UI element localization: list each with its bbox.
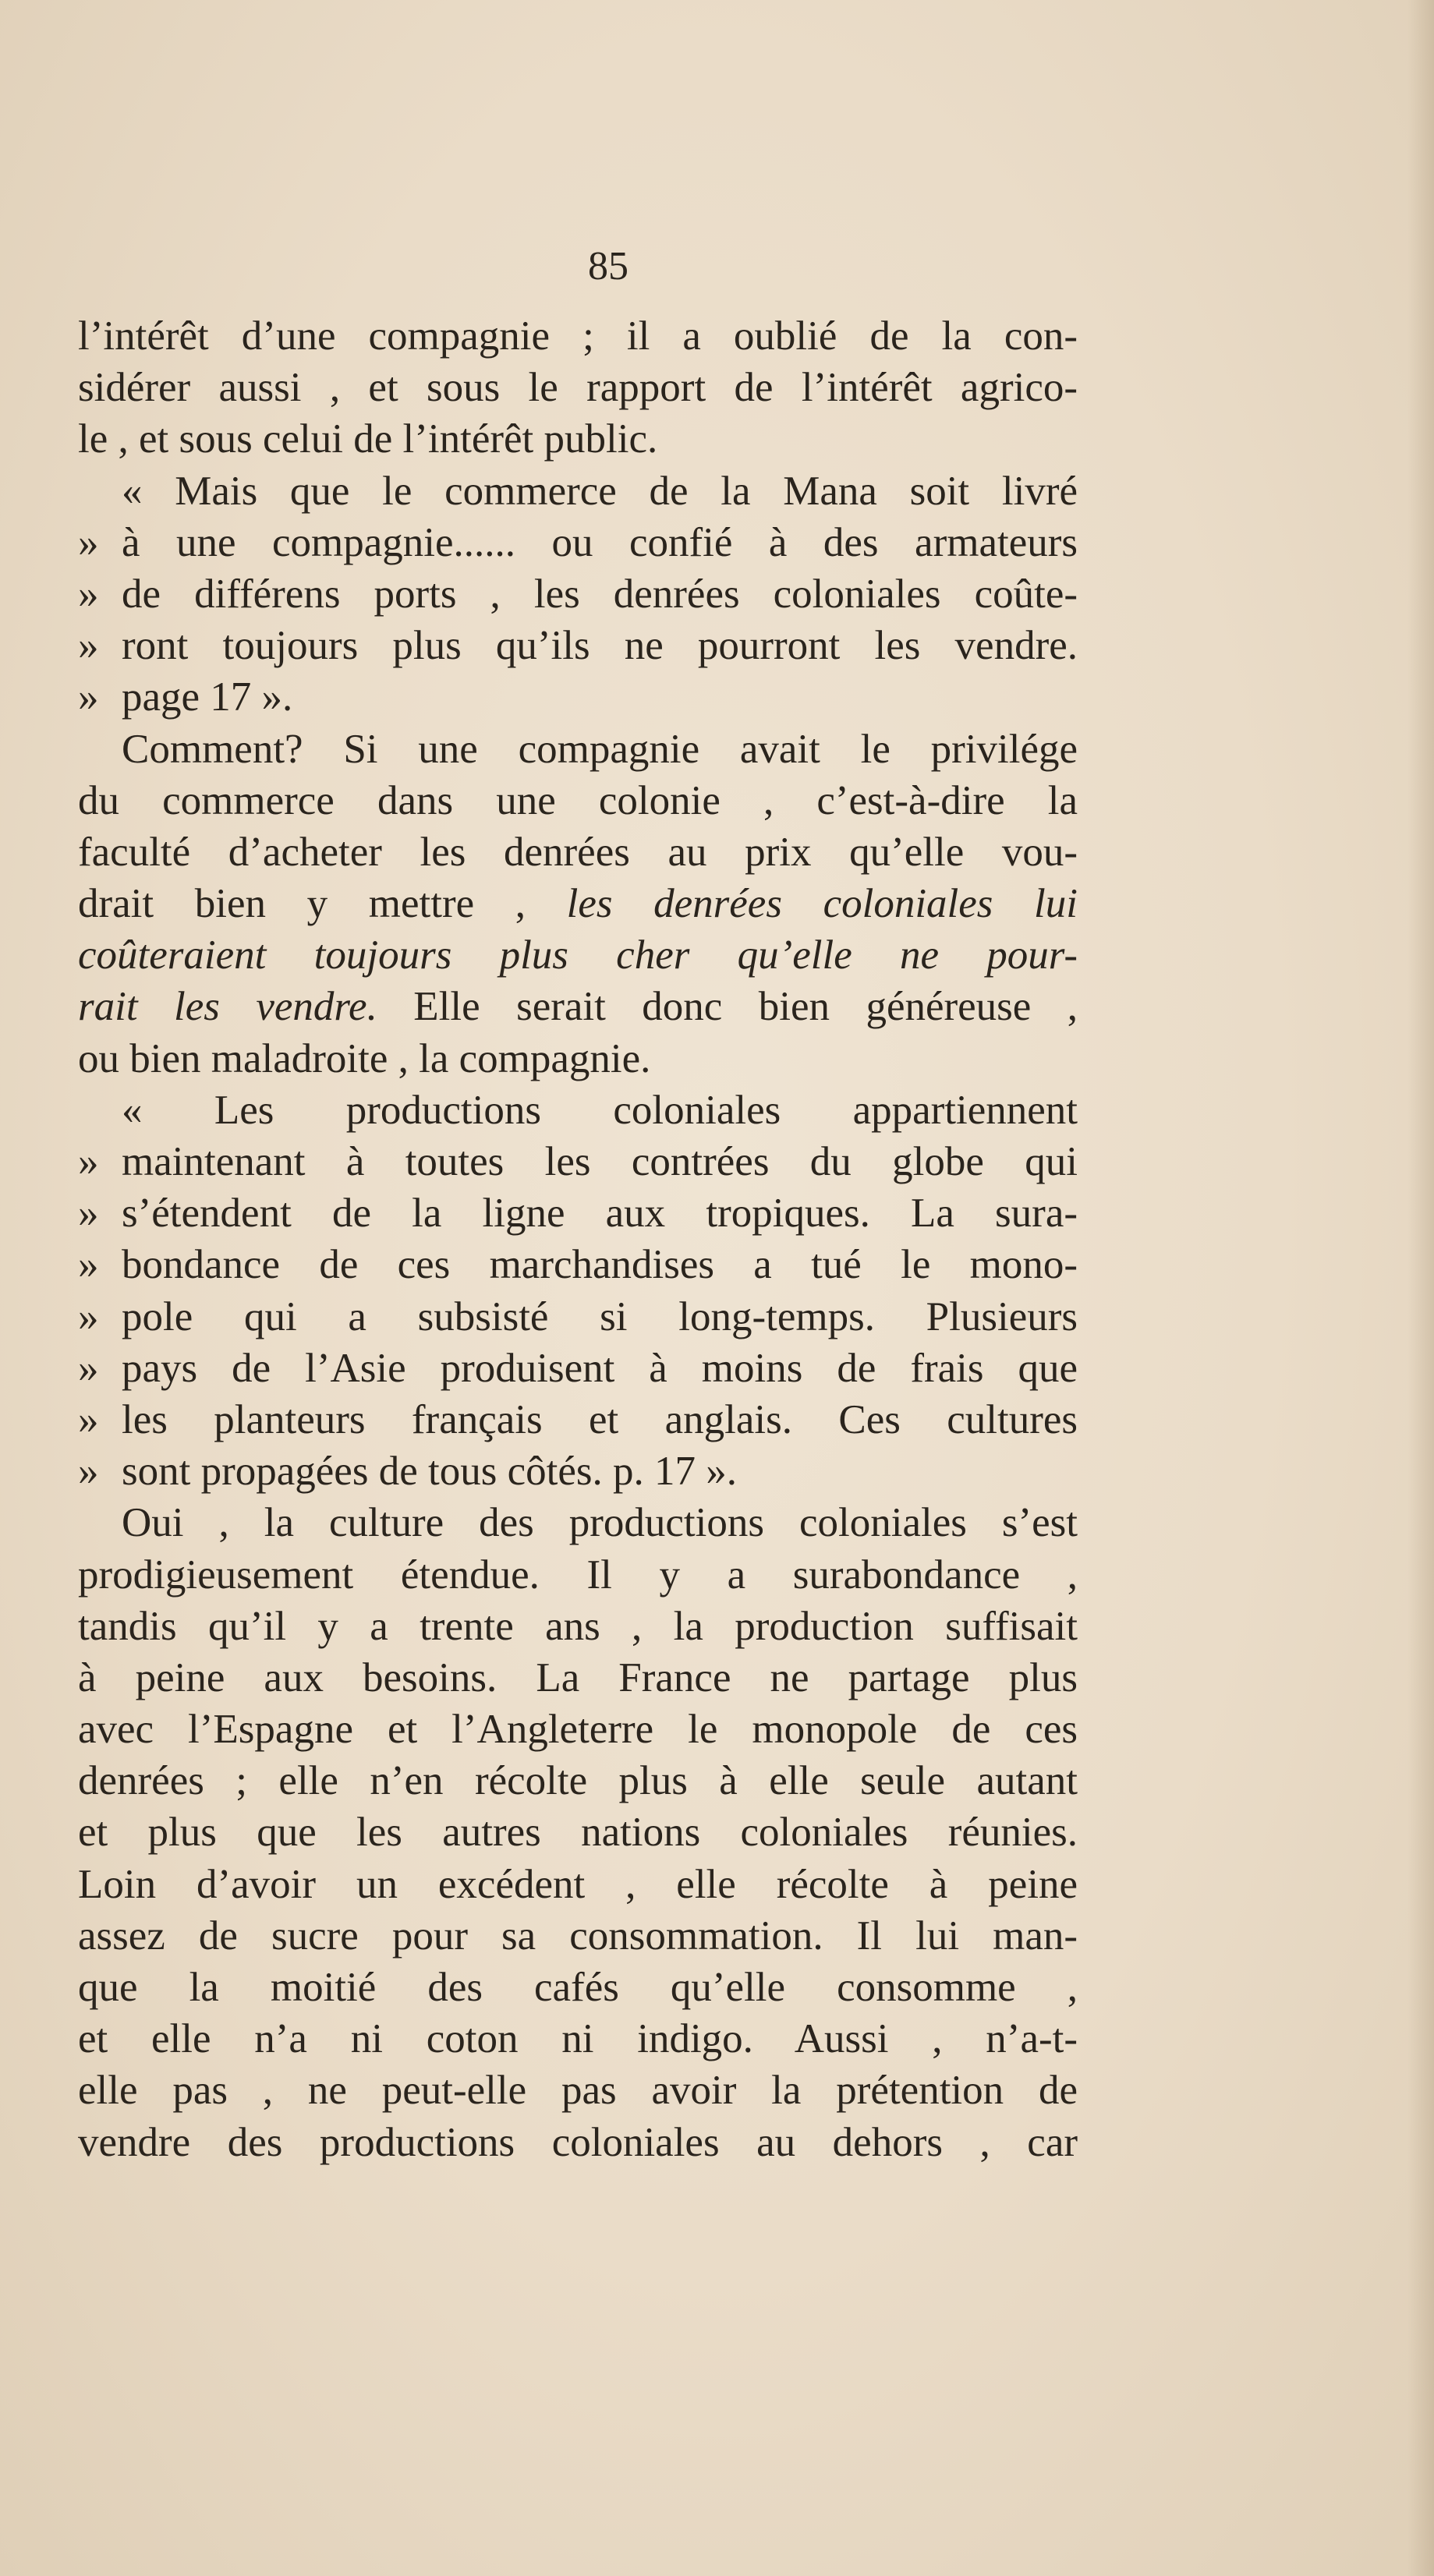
quote-line bbox=[78, 620, 1078, 671]
body-text bbox=[78, 310, 1078, 2168]
text-line: sont propagées de tous côtés. p. 17 ». bbox=[122, 1449, 737, 1495]
quote-line bbox=[78, 517, 1078, 568]
text-line: assez de sucre pour sa consommation. Il lui man- bbox=[78, 1913, 1078, 1959]
text-line: pole qui a subsisté si long-temps. Plusieurs bbox=[122, 1293, 1078, 1339]
quote-mark: » bbox=[78, 1345, 99, 1391]
quote-line bbox=[78, 1291, 1078, 1343]
quote-line bbox=[78, 1343, 1078, 1394]
text-line: et elle n’a ni coton ni indigo. Aussi , n’a-t- bbox=[78, 2016, 1078, 2062]
text-line: vendre des productions coloniales au dehors , car bbox=[78, 2119, 1078, 2165]
quote-line bbox=[78, 1136, 1078, 1187]
text-line: prodigieusement étendue. Il y a surabondance , bbox=[78, 1552, 1078, 1598]
quote-line bbox=[78, 1187, 1078, 1239]
quote-mark: » bbox=[78, 1293, 99, 1339]
page-number: 85 bbox=[588, 244, 628, 288]
text-line bbox=[78, 981, 1078, 1032]
text-line bbox=[78, 878, 1078, 929]
quote-mark: » bbox=[78, 1139, 99, 1184]
quote-line bbox=[78, 1239, 1078, 1290]
text-segment: drait bien y mettre , bbox=[78, 881, 526, 927]
quote-mark: » bbox=[78, 1242, 99, 1288]
text-line: et plus que les autres nations coloniales réunies. bbox=[78, 1810, 1078, 1856]
quote-line bbox=[78, 1085, 1078, 1136]
quote-mark: » bbox=[78, 1396, 99, 1442]
italic-text: les denrées coloniales lui bbox=[566, 881, 1078, 927]
quote-mark: » bbox=[78, 674, 99, 720]
text-line: ou bien maladroite , la compagnie. bbox=[78, 1035, 651, 1081]
text-line: bondance de ces marchandises a tué le mono- bbox=[122, 1242, 1078, 1288]
quote-mark: » bbox=[78, 1449, 99, 1495]
text-segment: Elle serait donc bien généreuse , bbox=[413, 984, 1078, 1030]
quote-mark: » bbox=[78, 623, 99, 669]
text-line: tandis qu’il y a trente ans , la production suffisait bbox=[78, 1603, 1078, 1649]
text-line: pays de l’Asie produisent à moins de frais que bbox=[122, 1345, 1078, 1391]
text-line: s’étendent de la ligne aux tropiques. La sura- bbox=[122, 1191, 1078, 1237]
text-line: elle pas , ne peut-elle pas avoir la prétention de bbox=[78, 2068, 1078, 2114]
text-line: de différens ports , les denrées coloniales coûte- bbox=[122, 571, 1078, 617]
text-line: « Les productions coloniales appartiennent bbox=[122, 1087, 1078, 1133]
text-line: sidérer aussi , et sous le rapport de l’intérêt agrico- bbox=[78, 365, 1078, 411]
quote-mark: » bbox=[78, 1191, 99, 1237]
italic-text: rait les vendre. bbox=[78, 984, 377, 1030]
text-line: Oui , la culture des productions coloniales s’est bbox=[122, 1500, 1078, 1546]
text-line: les planteurs français et anglais. Ces cultures bbox=[122, 1396, 1078, 1442]
quote-line bbox=[78, 465, 1078, 517]
text-line: Loin d’avoir un excédent , elle récolte à peine bbox=[78, 1861, 1078, 1907]
quote-line bbox=[78, 1445, 1078, 1497]
text-line: à peine aux besoins. La France ne partage plus bbox=[78, 1654, 1078, 1700]
text-line: maintenant à toutes les contrées du globe qui bbox=[122, 1139, 1078, 1184]
text-line: le , et sous celui de l’intérêt public. bbox=[78, 416, 658, 462]
quote-line bbox=[78, 1394, 1078, 1445]
quote-mark: » bbox=[78, 519, 99, 565]
italic-text: coûteraient toujours plus cher qu’elle ne pour- bbox=[78, 932, 1078, 978]
quote-line bbox=[78, 568, 1078, 620]
text-line: « Mais que le commerce de la Mana soit livré bbox=[122, 468, 1078, 514]
text-line: l’intérêt d’une compagnie ; il a oublié de la con- bbox=[78, 313, 1078, 359]
page-edge-shadow bbox=[1407, 0, 1434, 2576]
text-line: ront toujours plus qu’ils ne pourront les vendre. bbox=[122, 623, 1078, 669]
text-line: que la moitié des cafés qu’elle consomme , bbox=[78, 1965, 1078, 2010]
text-line: à une compagnie...... ou confié à des armateurs bbox=[122, 519, 1078, 565]
text-line: denrées ; elle n’en récolte plus à elle seule autant bbox=[78, 1758, 1078, 1804]
quote-line bbox=[78, 671, 1078, 723]
text-line: Comment? Si une compagnie avait le privilége bbox=[122, 726, 1078, 772]
text-line bbox=[78, 929, 1078, 981]
text-line: avec l’Espagne et l’Angleterre le monopole de ces bbox=[78, 1707, 1078, 1753]
text-line: page 17 ». bbox=[122, 674, 293, 720]
text-line: faculté d’acheter les denrées au prix qu’elle vou- bbox=[78, 829, 1078, 875]
quote-mark: » bbox=[78, 571, 99, 617]
text-line: du commerce dans une colonie , c’est-à-dire la bbox=[78, 777, 1078, 823]
